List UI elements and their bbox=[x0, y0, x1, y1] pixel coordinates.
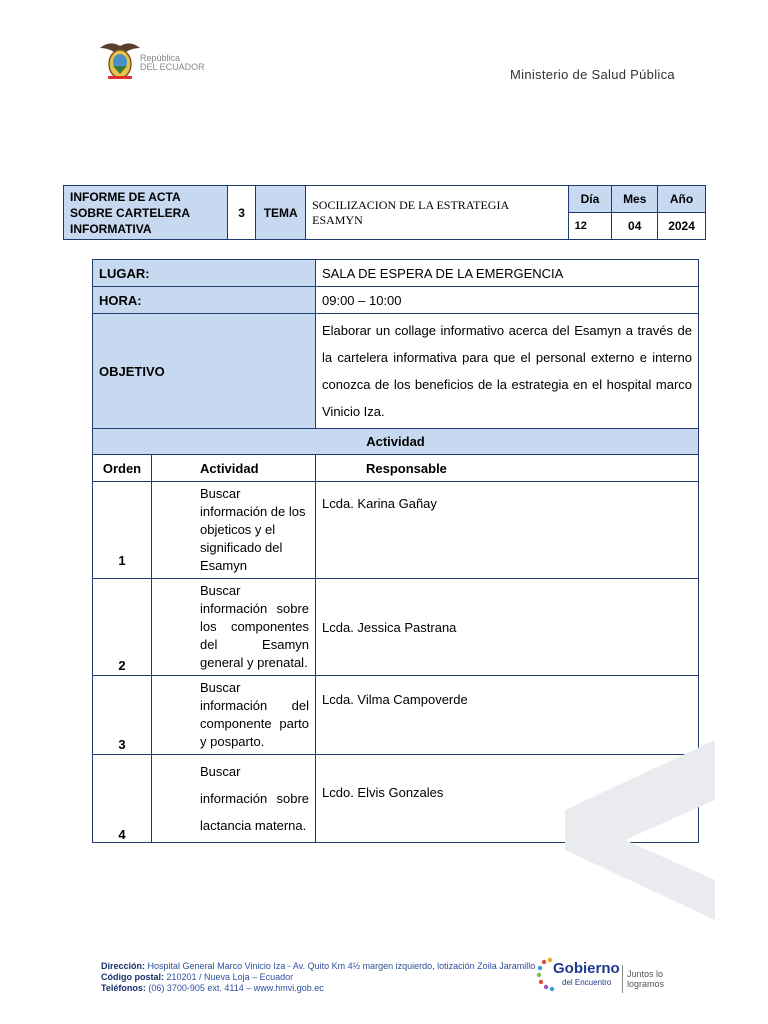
watermark-logo-icon bbox=[565, 740, 715, 920]
row-activity: Buscar información sobre lactancia materna. bbox=[152, 755, 316, 843]
report-title: INFORME DE ACTA SOBRE CARTELERA INFORMATIVA bbox=[64, 186, 228, 240]
day-label: Día bbox=[568, 186, 612, 213]
footer-cp-label: Código postal: bbox=[101, 972, 164, 982]
gobierno-sub: del Encuentro bbox=[562, 978, 612, 987]
footer-dir-label: Dirección: bbox=[101, 961, 146, 971]
report-number: 3 bbox=[227, 186, 255, 240]
footer-tel-label: Teléfonos: bbox=[101, 983, 146, 993]
republic-line-2: DEL ECUADOR bbox=[140, 62, 205, 72]
activity-section-title: Actividad bbox=[93, 429, 699, 455]
tema-label: TEMA bbox=[256, 186, 306, 240]
republic-line-1: República bbox=[140, 53, 181, 63]
ecuador-coat-of-arms-icon bbox=[96, 38, 144, 82]
objetivo-value: Elaborar un collage informativo acerca del Esamyn a través de la cartelera informativa para que el personal externo e interno conozca de los beneficios de la estrategia en el hospital marco Vinicio Iza. bbox=[316, 314, 699, 429]
row-responsible: Lcda. Vilma Campoverde bbox=[316, 676, 699, 755]
month-value: 04 bbox=[612, 213, 658, 240]
row-order: 3 bbox=[93, 676, 152, 755]
table-row bbox=[93, 482, 699, 579]
footer-cp-value: 210201 / Nueva Loja – Ecuador bbox=[166, 972, 294, 982]
footer-dir-value: Hospital General Marco Vinicio Iza - Av. Quito Km 4½ margen izquierdo, lotización Zoila Jaramillo bbox=[147, 961, 536, 971]
hora-value: 09:00 – 10:00 bbox=[316, 287, 699, 314]
day-value: 12 bbox=[568, 213, 612, 240]
lugar-value: SALA DE ESPERA DE LA EMERGENCIA bbox=[316, 260, 699, 287]
month-label: Mes bbox=[612, 186, 658, 213]
footer-address bbox=[101, 961, 541, 994]
col-activity-header: Actividad bbox=[152, 455, 316, 482]
row-order: 1 bbox=[93, 482, 152, 579]
gobierno-name: Gobierno bbox=[553, 960, 620, 977]
col-responsible-header: Responsable bbox=[316, 455, 699, 482]
row-responsible: Lcdo. Elvis Gonzales bbox=[316, 755, 699, 843]
gobierno-slogan: Juntos lo logramos bbox=[627, 969, 665, 989]
gobierno-divider bbox=[622, 965, 623, 993]
report-info-table bbox=[63, 185, 706, 240]
year-value: 2024 bbox=[658, 213, 706, 240]
row-responsible: Lcda. Karina Gañay bbox=[316, 482, 699, 579]
ministry-name: Ministerio de Salud Pública bbox=[510, 67, 675, 82]
footer-tel-value: (06) 3700-905 ext. 4114 – www.hmvi.gob.ec bbox=[148, 983, 324, 993]
row-responsible: Lcda. Jessica Pastrana bbox=[316, 579, 699, 676]
row-activity: Buscar información sobre los componentes del Esamyn general y prenatal. bbox=[152, 579, 316, 676]
col-order-header: Orden bbox=[93, 455, 152, 482]
row-activity: Buscar información del componente parto y posparto. bbox=[152, 676, 316, 755]
hora-label: HORA: bbox=[93, 287, 316, 314]
row-order: 4 bbox=[93, 755, 152, 843]
table-row bbox=[93, 579, 699, 676]
objetivo-label: OBJETIVO bbox=[93, 314, 316, 429]
tema-value: SOCILIZACION DE LA ESTRATEGIA ESAMYN bbox=[306, 186, 568, 240]
lugar-label: LUGAR: bbox=[93, 260, 316, 287]
republic-text bbox=[140, 54, 205, 72]
row-order: 2 bbox=[93, 579, 152, 676]
row-activity: Buscar información de los objeticos y el significado del Esamyn bbox=[152, 482, 316, 579]
year-label: Año bbox=[658, 186, 706, 213]
